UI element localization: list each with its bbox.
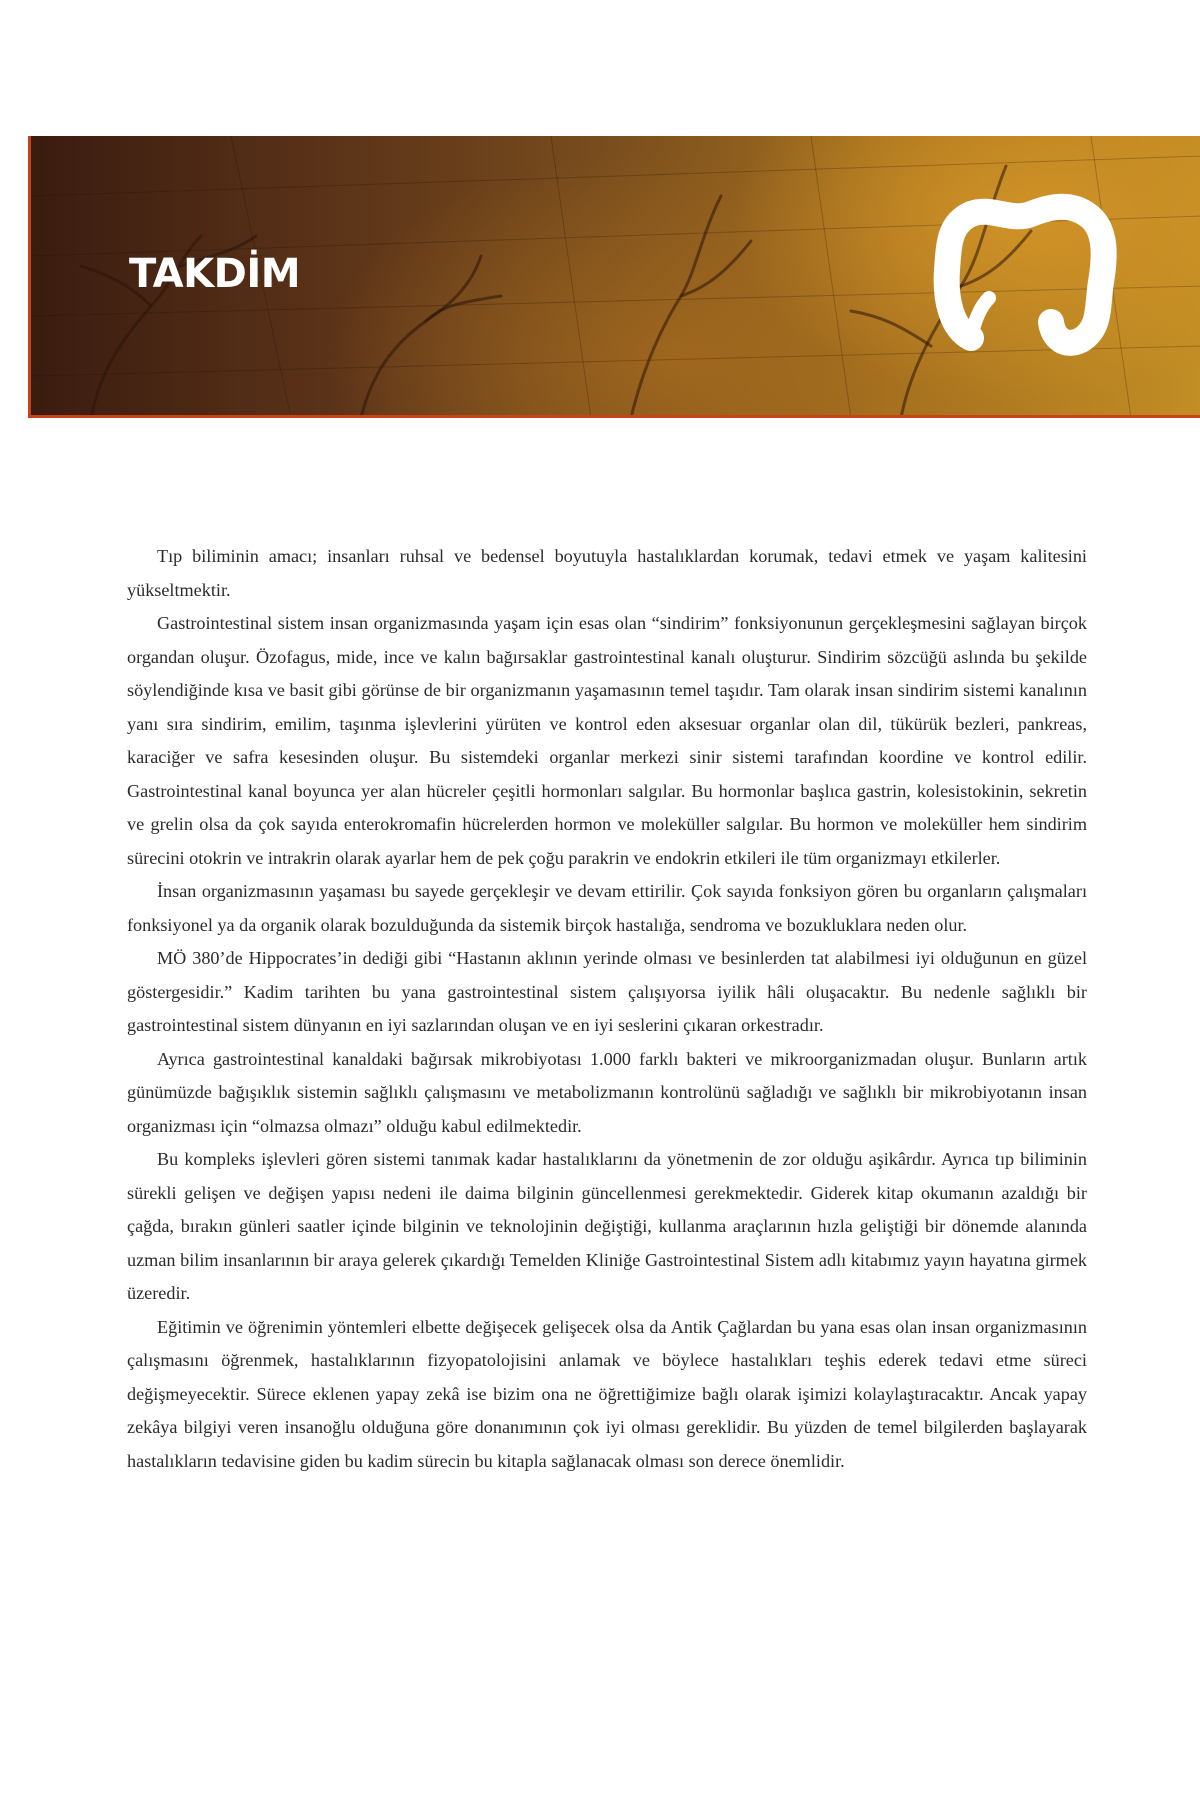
paragraph: Bu kompleks işlevleri gören sistemi tanımak kadar hastalıklarını da yönetmenin de zor olduğu aşikârdır. Ayrıca tıp biliminin sürekli gelişen ve değişen yapısı nedeni ile daima bilginin güncellenmesi gerekmektedir. Giderek kitap okumanın azaldığı bir çağda, bırakın günleri saatler içinde bilginin ve teknolojinin değiştiği, kullanma araçlarının hızla geliştiği bir dönemde alanında uzman bilim insanlarının bir araya gelerek çıkardığı Temelden Kliniğe Gastrointestinal Sistem adlı kitabımız yayın hayatına girmek üzeredir.	[127, 1149, 1087, 1303]
paragraph: İnsan organizmasının yaşaması bu sayede gerçekleşir ve devam ettirilir. Çok sayıda fonksiyon gören bu organların çalışmaları fonksiyonel ya da organik olarak bozulduğunda da sistemik birçok hastalığa, sendroma ve bozukluklara neden olur.	[127, 881, 1087, 935]
paragraph: MÖ 380’de Hippocrates’in dediği gibi “Hastanın aklının yerinde olması ve besinlerden tat alabilmesi iyi olduğunun en güzel göstergesidir.” Kadim tarihten bu yana gastrointestinal sistem çalışıyorsa iyilik hâli oluşacaktır. Bu nedenle sağlıklı bir gastrointestinal sistem dünyanın en iyi sazlarından oluşan ve en iyi seslerini çıkaran orkestradır.	[127, 948, 1087, 1035]
paragraph: Tıp biliminin amacı; insanları ruhsal ve bedensel boyutuyla hastalıklardan korumak, tedavi etmek ve yaşam kalitesini yükseltmektir.	[127, 546, 1087, 600]
page-title: TAKDİM	[129, 251, 301, 297]
paragraph: Eğitimin ve öğrenimin yöntemleri elbette değişecek gelişecek olsa da Antik Çağlardan bu yana esas olan insan organizmasının çalışmasını öğrenmek, hastalıklarının fizyopatolojisini anlamak ve böylece hastalıkları teşhis ederek tedavi etme süreci değişmeyecektir. Sürece eklenen yapay zekâ ise bizim ona ne öğrettiğimize bağlı olarak işimizi kolaylaştıracaktır. Ancak yapay zekâya bilgiyi veren insanoğlu olduğuna göre donanımının çok iyi olması gereklidir. Bu yüzden de temel bilgilerden başlayarak hastalıkların tedavisine giden bu kadim sürecin bu kitapla sağlanacak olması son derece önemlidir.	[127, 1316, 1087, 1471]
paragraph: Ayrıca gastrointestinal kanaldaki bağırsak mikrobiyotası 1.000 farklı bakteri ve mikroorganizmadan oluşur. Bunların artık günümüzde bağışıklık sistemin sağlıklı çalışmasını ve metabolizmanın kontrolünü sağladığı ve sağlıklı bir mikrobiyotanın insan organizması için “olmazsa olmazı” olduğu kabul edilmektedir.	[127, 1048, 1087, 1136]
header-banner	[28, 136, 1200, 418]
paragraph: Gastrointestinal sistem insan organizmasında yaşam için esas olan “sindirim” fonksiyonunun gerçekleşmesini sağlayan birçok organdan oluşur. Özofagus, mide, ince ve kalın bağırsaklar gastrointestinal kanalı oluşturur. Sindirim sözcüğü aslında bu şekilde söylendiğinde kısa ve basit gibi görünse de bir organizmanın yaşamasının temel taşıdır. Tam olarak insan sindirim sistemi kanalının yanı sıra sindirim, emilim, taşınma işlevlerini yürüten ve kontrol eden aksesuar organlar olan dil, tükürük bezleri, pankreas, karaciğer ve safra kesesinden oluşur. Bu sistemdeki organlar merkezi sinir sistemi tarafından koordine ve kontrol edilir. Gastrointestinal kanal boyunca yer alan hücreler çeşitli hormonları salgılar. Bu hormonlar başlıca gastrin, kolesistokinin, sekretin ve grelin olsa da çok sayıda enterokromafin hücrelerden hormon ve moleküller salgılar. Bu hormon ve moleküller hem sindirim sürecini otokrin ve intrakrin olarak ayarlar hem de pek çoğu parakrin ve endokrin etkileri ile tüm organizmayı etkilerler.	[127, 613, 1087, 868]
article-body	[127, 540, 1087, 1478]
intestine-icon	[931, 188, 1121, 363]
